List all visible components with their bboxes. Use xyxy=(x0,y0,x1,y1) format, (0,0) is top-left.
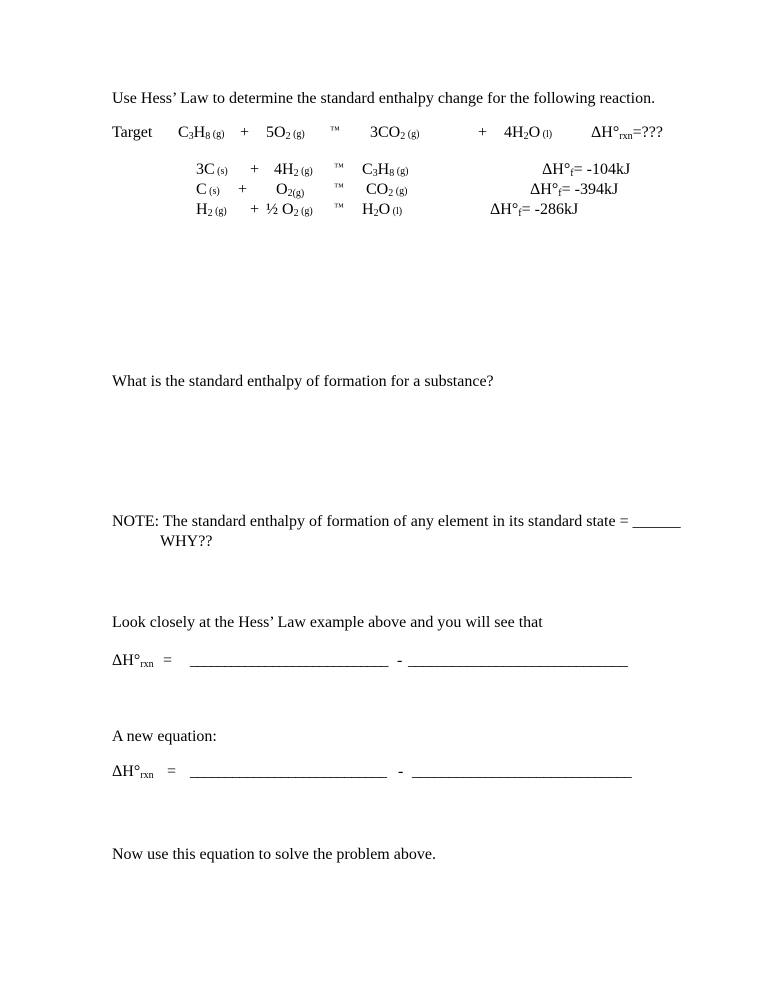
chemical-species: 3C (s) xyxy=(196,161,228,178)
equals-sign: = xyxy=(167,763,177,780)
plus-sign: + xyxy=(250,201,260,218)
why-text: WHY?? xyxy=(160,533,213,550)
chemical-species: $5O_2$ (g) xyxy=(266,124,305,142)
reaction-arrow-symbol: ™ xyxy=(334,182,344,193)
blank-1: ____________________________ xyxy=(190,763,386,780)
reaction-arrow-symbol: ™ xyxy=(334,202,344,213)
note-text: NOTE: The standard enthalpy of formation of any element in its standard state = ______ xyxy=(112,513,681,530)
final-instruction: Now use this equation to solve the problem above. xyxy=(112,846,436,863)
chemical-species: $CO_2$ (g) xyxy=(366,181,408,199)
target-label: Target xyxy=(112,124,153,141)
enthalpy-value: $\Delta H^\circ_{rxn}=$??? xyxy=(591,124,663,142)
rxn-subscript: rxn xyxy=(140,659,154,670)
blank-1: _____________________________ xyxy=(190,652,388,669)
delta-h-rxn xyxy=(112,652,154,670)
question-formation: What is the standard enthalpy of formation for a substance? xyxy=(112,373,494,390)
equals-sign: = xyxy=(163,652,173,669)
chemical-species: $O_{2(g)}$ xyxy=(276,181,305,199)
reaction-arrow-symbol: ™ xyxy=(330,125,340,136)
delta-h-symbol: ΔH° xyxy=(112,763,141,780)
minus-sign: - xyxy=(398,763,404,780)
chemical-species: $4H_2O$ (l) xyxy=(504,124,553,142)
blank-2: ______________________________ xyxy=(408,652,628,669)
reaction-arrow-symbol: ™ xyxy=(334,162,344,173)
new-equation-label: A new equation: xyxy=(112,728,217,745)
delta-h-symbol: ΔH° xyxy=(112,652,141,669)
enthalpy-value: $\Delta H^\circ_f= -394kJ$ xyxy=(530,181,619,199)
plus-sign: + xyxy=(240,124,250,141)
enthalpy-value: $\Delta H^\circ_f= -104kJ$ xyxy=(542,161,631,179)
plus-sign: + xyxy=(250,161,260,178)
enthalpy-value: $\Delta H^\circ_f= -286kJ$ xyxy=(490,201,579,219)
chemical-species: $C_3H_8$ (g) xyxy=(362,161,409,179)
look-text: Look closely at the Hess’ Law example above and you will see that xyxy=(112,614,543,631)
minus-sign: - xyxy=(397,652,403,669)
plus-sign: + xyxy=(478,124,488,141)
rxn-subscript: rxn xyxy=(140,770,154,781)
chemical-species: ½ $O_2$ (g) xyxy=(266,201,313,219)
chemical-species: $3CO_2$ (g) xyxy=(370,124,420,142)
chemical-species: C (s) xyxy=(196,181,220,198)
delta-h-rxn xyxy=(112,763,154,781)
chemical-species: $C_3H_8$ (g) xyxy=(178,124,225,142)
chemical-species: $4H_2$ (g) xyxy=(274,161,313,179)
chemical-species: $H_2O$ (l) xyxy=(362,201,403,219)
instruction-title: Use Hess’ Law to determine the standard enthalpy change for the following reaction. xyxy=(112,90,656,107)
blank-2: ______________________________ xyxy=(412,763,632,780)
plus-sign: + xyxy=(238,181,248,198)
chemical-species: $H_2$ (g) xyxy=(196,201,227,219)
